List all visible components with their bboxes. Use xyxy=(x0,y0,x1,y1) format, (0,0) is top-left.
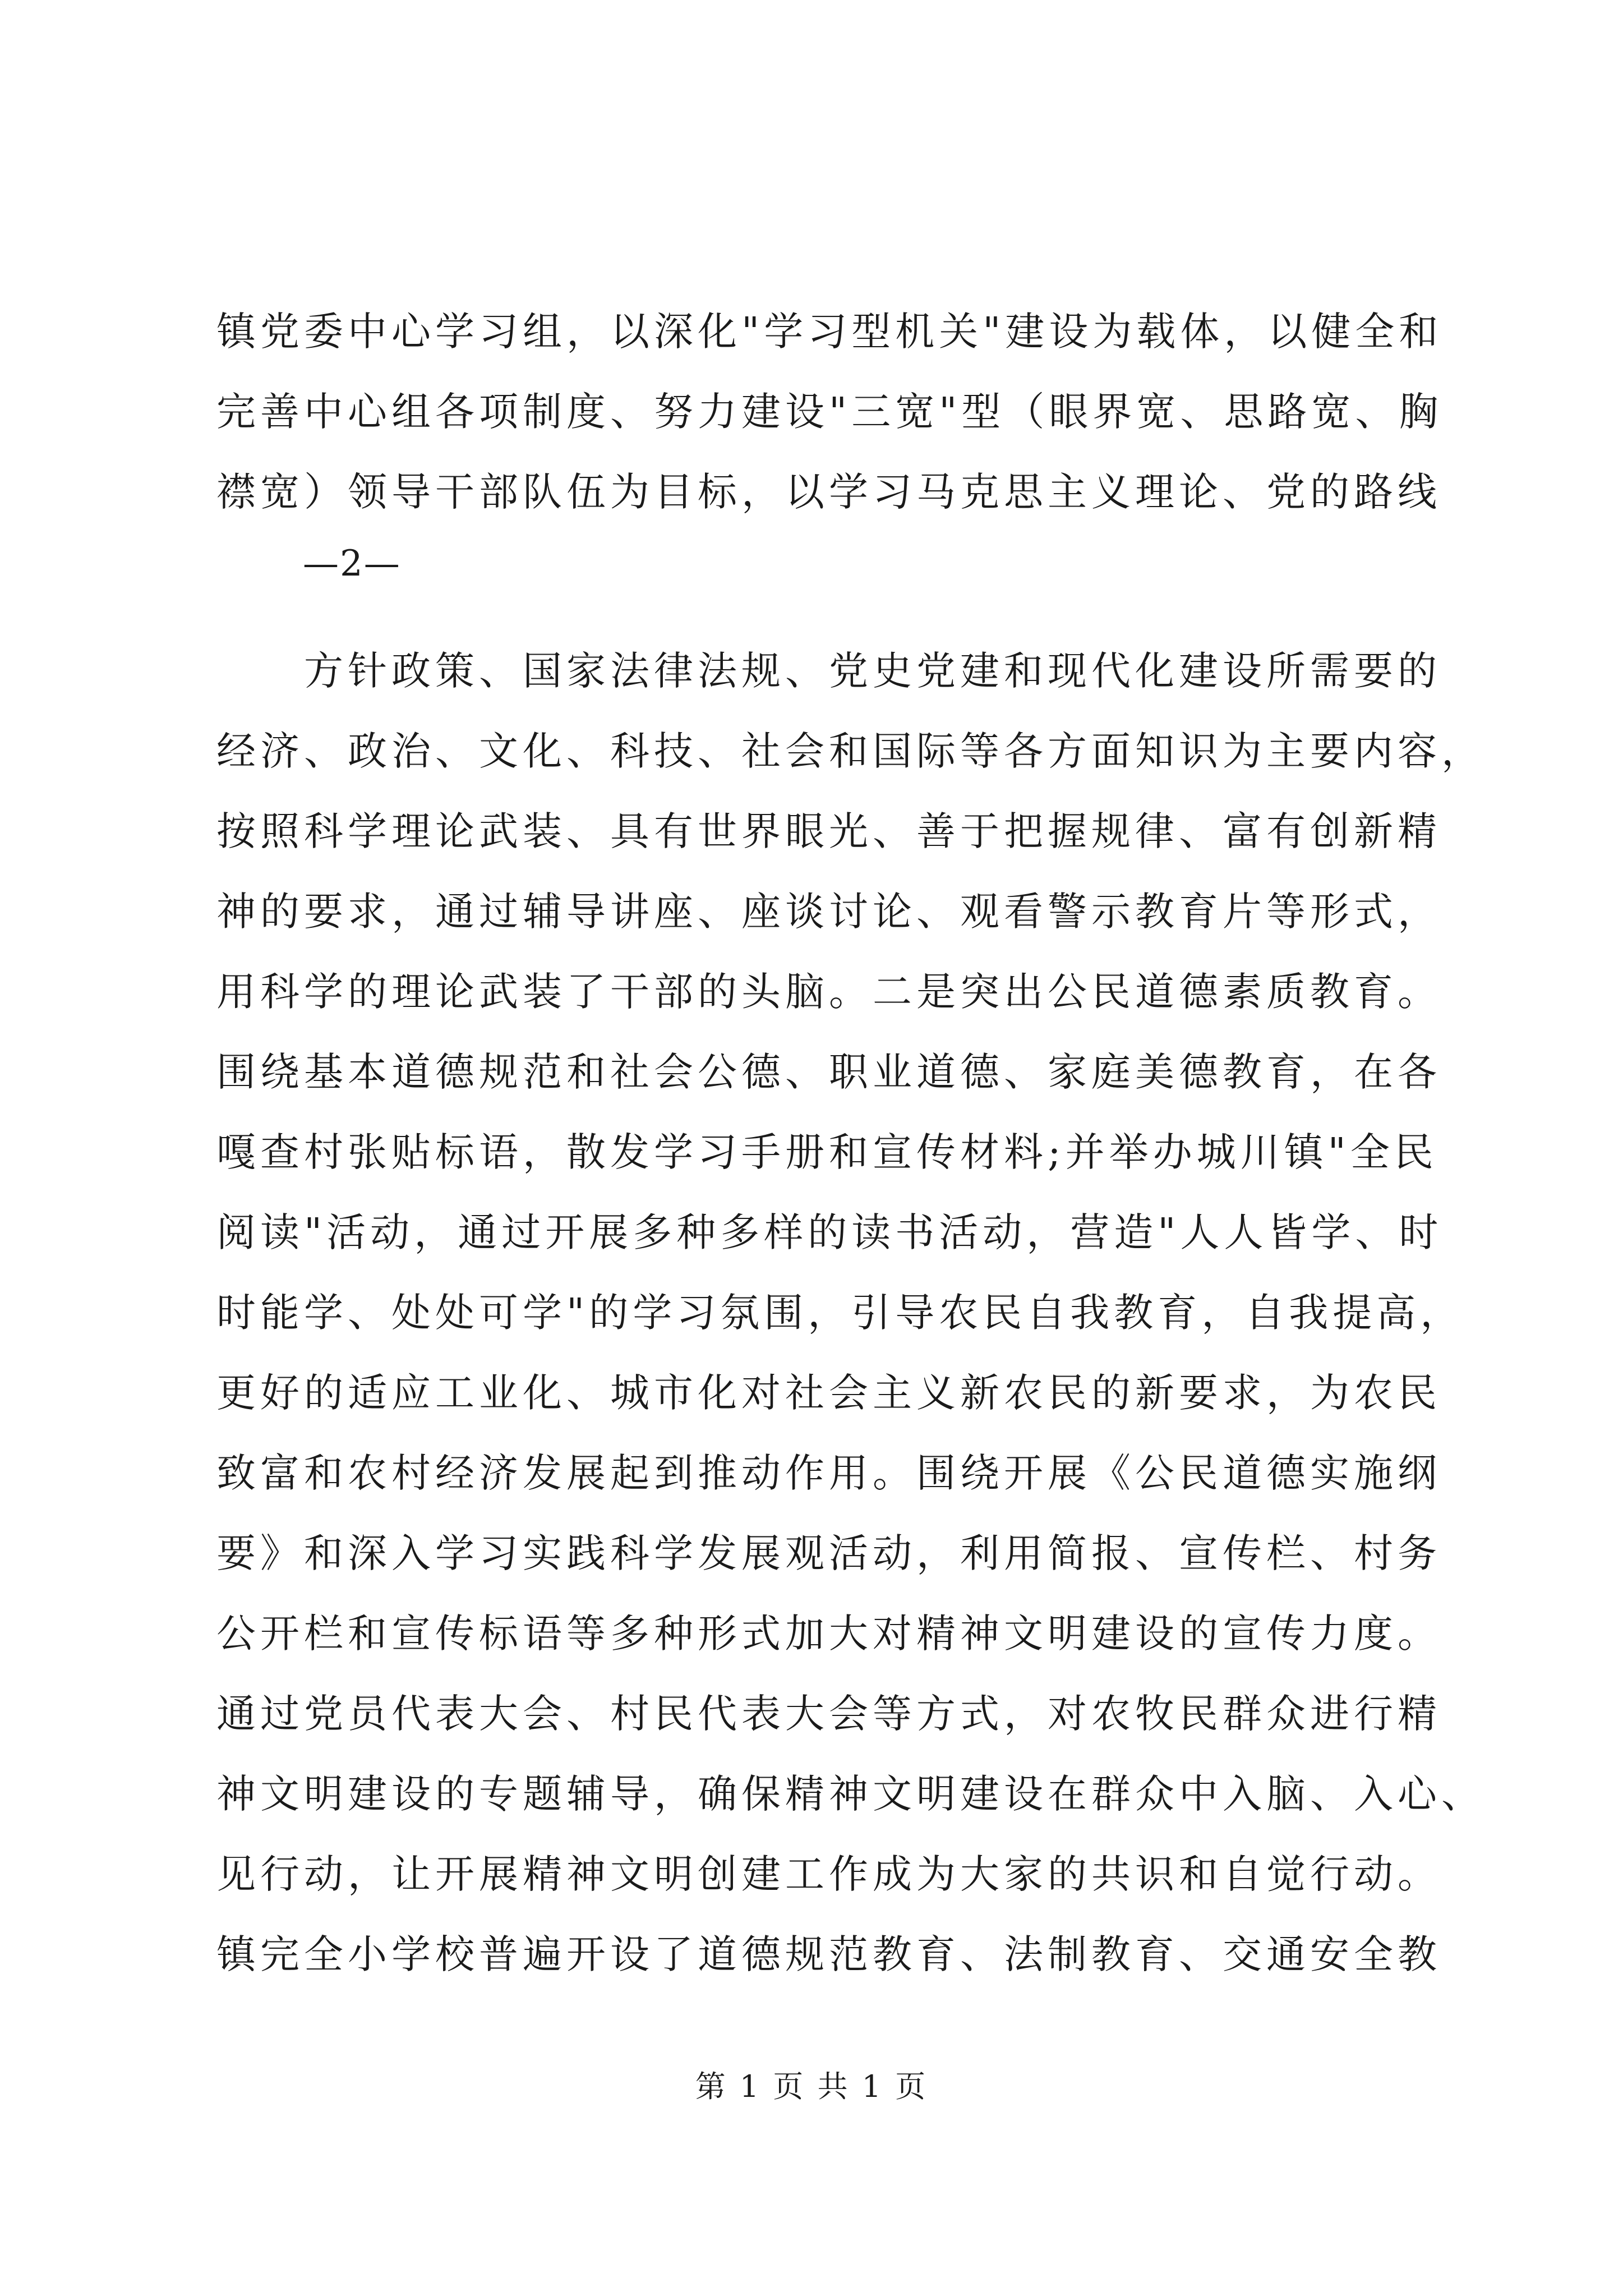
text-line: 按照科学理论武装、具有世界眼光、善于把握规律、富有创新精 xyxy=(216,808,1441,854)
text-line: 经济、政治、文化、科技、社会和国际等各方面知识为主要内容， xyxy=(216,728,1485,774)
text-line: 襟宽）领导干部队伍为目标，以学习马克思主义理论、党的路线 xyxy=(216,469,1441,515)
text-line: 时能学、处处可学"的学习氛围，引导农民自我教育，自我提高， xyxy=(216,1290,1464,1336)
text-line: 方针政策、国家法律法规、党史党建和现代化建设所需要的 xyxy=(216,648,1441,694)
page-footer: 第 1 页 共 1 页 xyxy=(695,2069,928,2104)
paragraph-main xyxy=(216,631,1485,1995)
paragraph-continued xyxy=(216,292,1443,532)
text-line: 完善中心组各项制度、努力建设"三宽"型（眼界宽、思路宽、胸 xyxy=(216,389,1443,435)
text-line: 致富和农村经济发展起到推动作用。围绕开展《公民道德实施纲 xyxy=(216,1450,1441,1496)
text-line: 公开栏和宣传标语等多种形式加大对精神文明建设的宣传力度。 xyxy=(216,1611,1441,1657)
page-number-marker: —2— xyxy=(303,543,401,585)
text-line: 通过党员代表大会、村民代表大会等方式，对农牧民群众进行精 xyxy=(216,1691,1441,1737)
text-line: 围绕基本道德规范和社会公德、职业道德、家庭美德教育，在各 xyxy=(216,1049,1441,1095)
text-line: 嘎查村张贴标语，散发学习手册和宣传材料;并举办城川镇"全民 xyxy=(216,1129,1438,1175)
text-line: 镇完全小学校普遍开设了道德规范教育、法制教育、交通安全教 xyxy=(216,1931,1441,1977)
text-line: 要》和深入学习实践科学发展观活动，利用简报、宣传栏、村务 xyxy=(216,1530,1441,1576)
text-line: 神文明建设的专题辅导，确保精神文明建设在群众中入脑、入心、 xyxy=(216,1771,1485,1817)
text-line: 神的要求，通过辅导讲座、座谈讨论、观看警示教育片等形式， xyxy=(216,889,1441,935)
text-line: 镇党委中心学习组，以深化"学习型机关"建设为载体，以健全和 xyxy=(216,309,1443,355)
text-line: 更好的适应工业化、城市化对社会主义新农民的新要求，为农民 xyxy=(216,1370,1441,1416)
text-line: 用科学的理论武装了干部的头脑。二是突出公民道德素质教育。 xyxy=(216,969,1441,1015)
text-line: 阅读"活动，通过开展多种多样的读书活动，营造"人人皆学、时 xyxy=(216,1209,1443,1255)
text-line: 见行动，让开展精神文明创建工作成为大家的共识和自觉行动。 xyxy=(216,1851,1441,1897)
